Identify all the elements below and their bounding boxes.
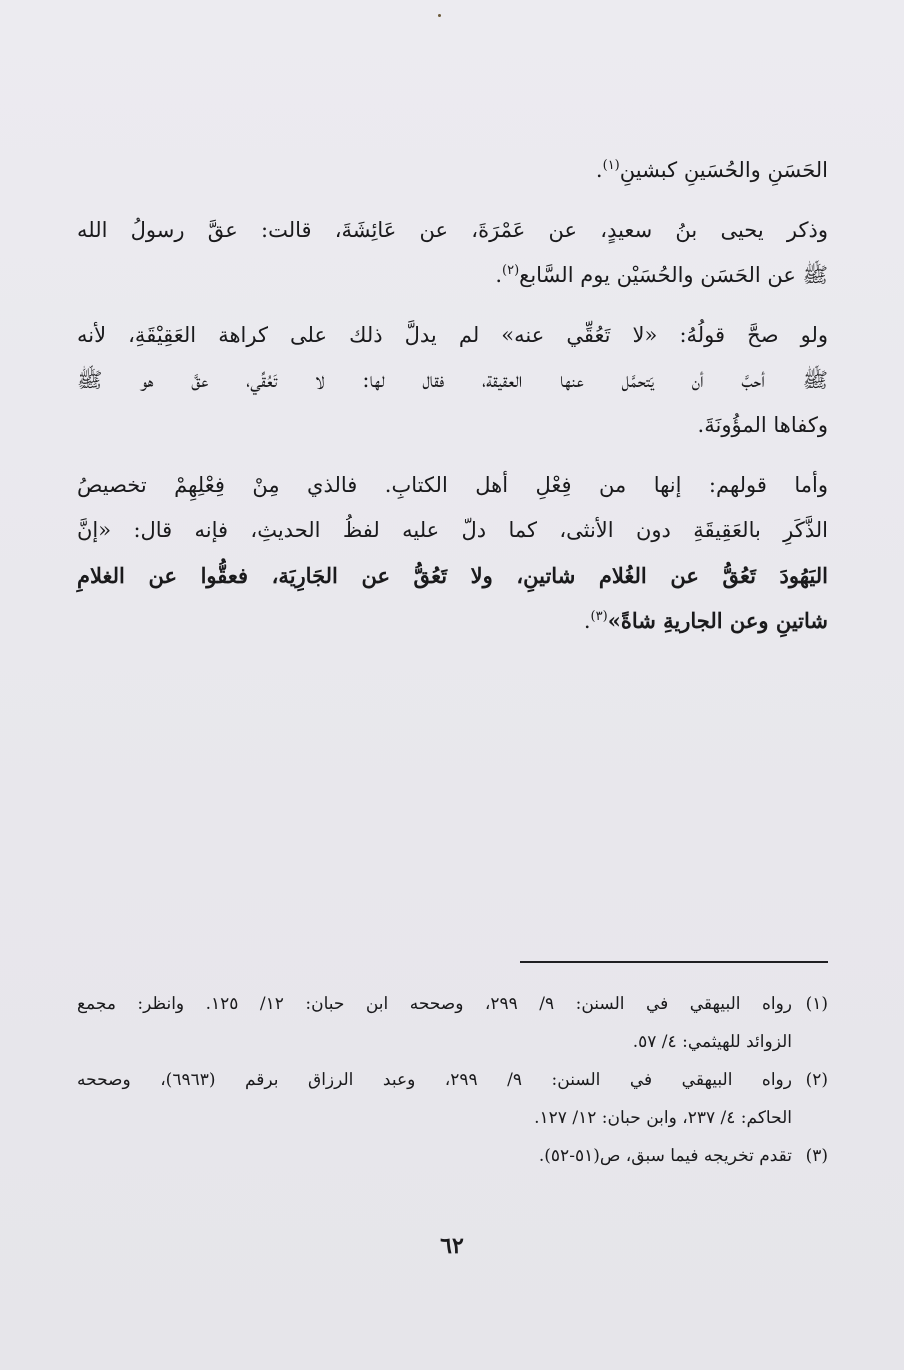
paragraph bbox=[77, 208, 828, 298]
footnote-line: رواه البيهقي في السنن: ٩/ ٢٩٩، وصححه ابن حبان: ١٢/ ١٢٥. وانظر: مجمع bbox=[77, 994, 792, 1014]
footnote-text bbox=[77, 985, 792, 1061]
text-line: ﷺ أحبَّ أن يَتحمَّل عنها العقيقة، فقال لها: لا تَعُقِّي، عقَّ هو ﷺ bbox=[77, 368, 828, 392]
text-line: الذَّكَرِ بالعَقِيقَةِ دون الأنثى، كما دلّ عليه لفظُ الحديثِ، فإنه قال: «إنَّ bbox=[77, 518, 828, 542]
footnote-ref[interactable]: (٢) bbox=[502, 263, 520, 278]
footnote-number: (٢) bbox=[805, 1070, 828, 1090]
line-tail: . bbox=[495, 263, 503, 287]
text-line: وذكر يحيى بنُ سعيدٍ، عن عَمْرَةَ، عن عَائِشَةَ، قالت: عقَّ رسولُ الله bbox=[77, 218, 828, 242]
hadith-quote-line bbox=[77, 598, 828, 644]
text-line bbox=[77, 253, 828, 298]
paragraph bbox=[77, 463, 828, 644]
footnote-number: (١) bbox=[805, 994, 828, 1014]
footnote-2 bbox=[77, 1061, 828, 1137]
footnote-1 bbox=[77, 985, 828, 1061]
line-text: الحَسَنِ والحُسَينِ كبشينِ bbox=[619, 158, 828, 182]
footnote-text bbox=[77, 1137, 792, 1175]
text-line: وأما قولهم: إنها من فِعْلِ أهل الكتابِ. فالذي مِنْ فِعْلِهِمْ تخصيصُ bbox=[77, 473, 828, 497]
text-line: ولو صحَّ قولُهُ: «لا تَعُقِّي عنه» لم يدلَّ ذلك على كراهة العَقِيْقَةِ، لأنه bbox=[77, 323, 828, 347]
footnote-ref[interactable]: (٣) bbox=[590, 609, 608, 624]
text-line: وكفاها المؤُونَةَ. bbox=[697, 413, 828, 437]
main-text bbox=[77, 148, 828, 659]
footnote-line: رواه البيهقي في السنن: ٩/ ٢٩٩، وعبد الرزاق برقم (٦٩٦٣)، وصححه bbox=[77, 1070, 792, 1090]
ink-speck bbox=[438, 14, 441, 17]
line-text: ﷺ عن الحَسَن والحُسَيْن يوم السَّابع bbox=[519, 263, 828, 287]
line-tail: . bbox=[583, 609, 591, 633]
footnote-number: (٣) bbox=[805, 1146, 828, 1166]
footnote-line: الحاكم: ٤/ ٢٣٧، وابن حبان: ١٢/ ١٢٧. bbox=[534, 1108, 792, 1128]
footnote-3 bbox=[77, 1137, 828, 1175]
footnotes bbox=[77, 985, 828, 1175]
text-line bbox=[77, 148, 828, 193]
hadith-quote-line: اليَهُودَ تَعُقُّ عن الغُلام شاتينِ، ولا تَعُقُّ عن الجَارِيَة، فعقُّوا عن الغلامِ bbox=[77, 563, 828, 588]
footnote-line: الزوائد للهيثمي: ٤/ ٥٧. bbox=[632, 1032, 792, 1052]
footnote-line: تقدم تخريجه فيما سبق، ص(٥١-٥٢). bbox=[538, 1146, 792, 1166]
footnote-separator bbox=[520, 961, 828, 963]
line-text: شاتينِ وعن الجاريةِ شاةً» bbox=[607, 608, 828, 633]
line-tail: . bbox=[595, 158, 603, 182]
footnote-text bbox=[77, 1061, 792, 1137]
page-number: ٦٢ bbox=[440, 1233, 464, 1259]
paragraph bbox=[77, 148, 828, 193]
paragraph bbox=[77, 313, 828, 448]
footnote-ref[interactable]: (١) bbox=[602, 158, 620, 173]
